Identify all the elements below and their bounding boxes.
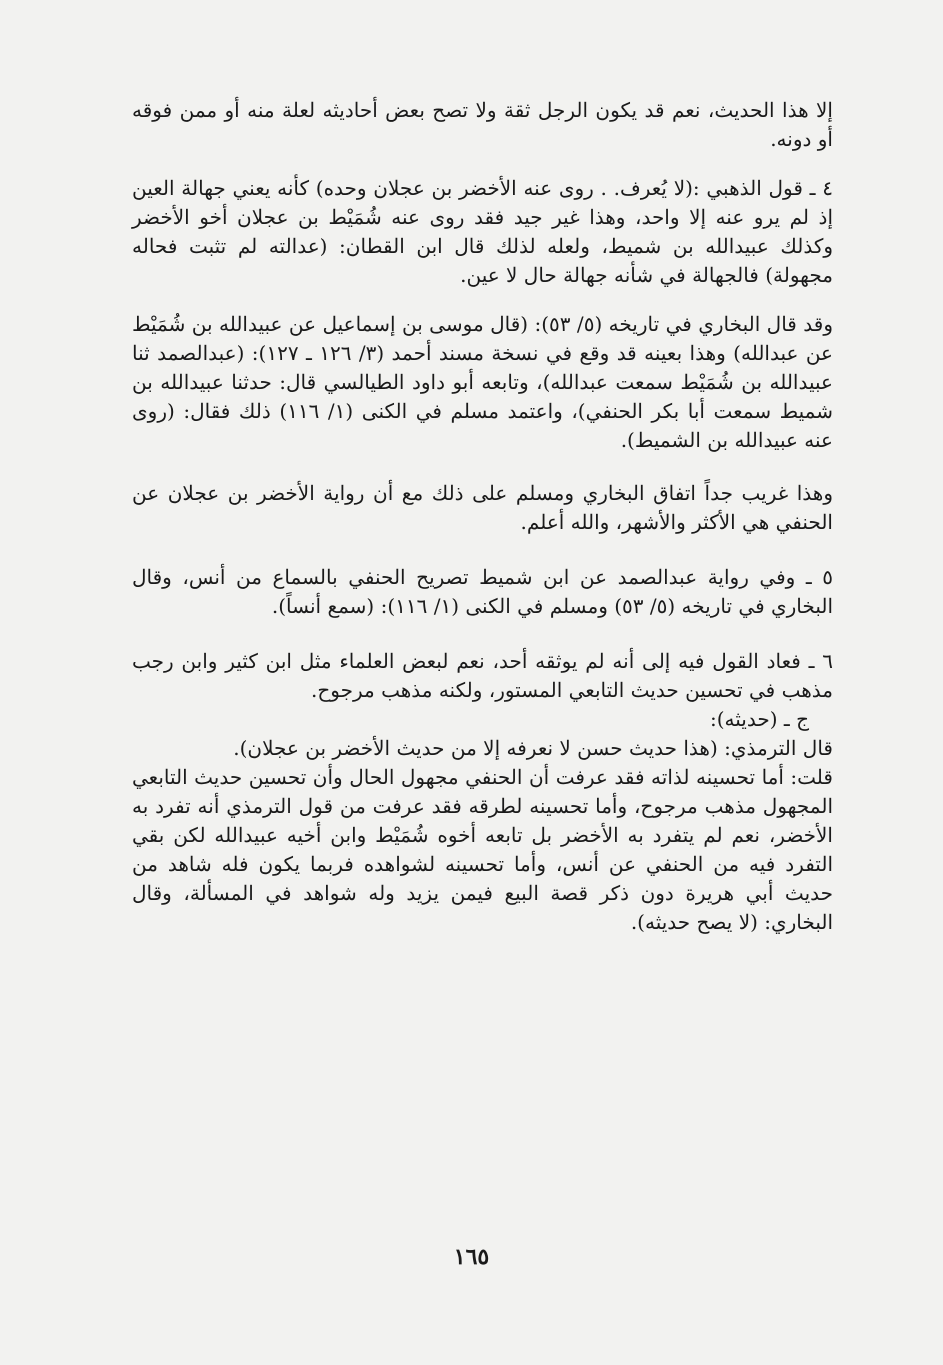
paragraph-author-comment: قلت: أما تحسينه لذاته فقد عرفت أن الحنفي مجهول الحال وأن تحسين حديث التابعي المجهول مذهب مرجوح، وأما تحسينه لطرقه فقد عرفت من قول الترمذي أنه تفرد به الأخضر، نعم لم يتفرد به الأخضر بل تابعه أخوه شُمَيْط وابن أخيه عبيدالله لكن بقي التفرد فيه من الحنفي عن أنس، وأما تحسينه لشواهده فربما يكون فله شاهد من حديث أبي هريرة دون ذكر قصة البيع فيمن يزيد وله شواهد في المسألة، وقال البخاري: (لا يصح حديثه).	[132, 765, 833, 934]
paragraph-tirmidhi-quote: قال الترمذي: (هذا حديث حسن لا نعرفه إلا من حديث الأخضر بن عجلان).	[233, 736, 833, 760]
section-heading: ج ـ (حديثه):	[709, 707, 809, 731]
paragraph-point-6: ٦ ـ فعاد القول فيه إلى أنه لم يوثقه أحد، نعم لبعض العلماء مثل ابن كثير وابن رجب مذهب في تحسين حديث التابعي المستور، ولكنه مذهب مرجوح.	[132, 649, 833, 702]
paragraph-strange-agreement: وهذا غريب جداً اتفاق البخاري ومسلم على ذلك مع أن رواية الأخضر بن عجلان عن الحنفي هي الأكثر والأشهر، والله أعلم.	[132, 481, 833, 534]
paragraph-bukhari-history: وقد قال البخاري في تاريخه (٥/ ٥٣): (قال موسى بن إسماعيل عن عبيدالله بن شُمَيْط عن عبدالله) وهذا بعينه قد وقع في نسخة مسند أحمد (٣/ ١٢٦ ـ ١٢٧): (عبدالصمد ثنا عبيدالله بن شُمَيْط سمعت عبدالله)، وتابعه أبو داود الطيالسي قال: حدثنا عبيدالله بن شميط سمعت أبا بكر الحنفي)، واعتمد مسلم في الكنى (١/ ١١٦) ذلك فقال: (روى عنه عبيدالله بن الشميط).	[132, 312, 833, 452]
page-number: ١٦٥	[453, 1244, 490, 1270]
paragraph-intro: إلا هذا الحديث، نعم قد يكون الرجل ثقة ولا تصح بعض أحاديثه لعلة منه أو ممن فوقه أو دونه.	[132, 98, 833, 151]
paragraph-point-4: ٤ ـ قول الذهبي :(لا يُعرف. . روى عنه الأخضر بن عجلان وحده) كأنه يعني جهالة العين إذ لم يرو عنه إلا واحد، وهذا غير جيد فقد روى عنه شُمَيْط بن عجلان أخو الأخضر وكذلك عبيدالله بن شميط، ولعله لذلك قال ابن القطان: (عدالته لم تثبت فحاله مجهولة) فالجهالة في شأنه جهالة حال لا عين.	[132, 176, 833, 287]
paragraph-point-5: ٥ ـ وفي رواية عبدالصمد عن ابن شميط تصريح الحنفي بالسماع من أنس، وقال البخاري في تاريخه (٥/ ٥٣) ومسلم في الكنى (١/ ١١٦): (سمع أنساً).	[132, 565, 833, 618]
